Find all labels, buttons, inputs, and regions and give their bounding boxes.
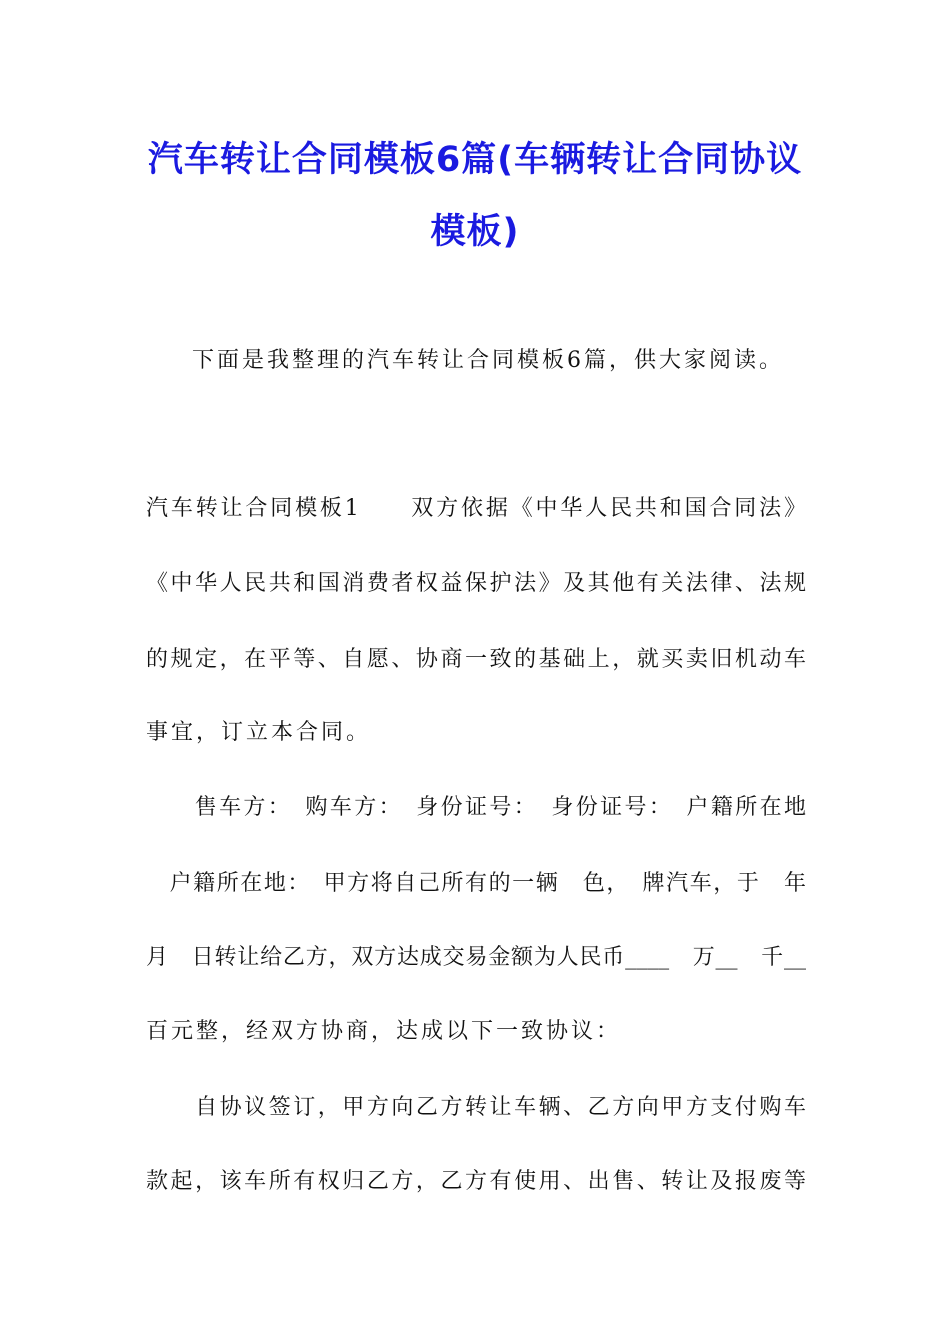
- body-line-1: 汽车转让合同模板1 双方依据《中华人民共和国合同法》: [146, 496, 806, 521]
- body-line-7: 月 日转让给乙方，双方达成交易金额为人民币____ 万__ 千__: [146, 945, 806, 970]
- body-line-9: 自协议签订，甲方向乙方转让车辆、乙方向甲方支付购车: [146, 1095, 806, 1120]
- body-line-6: 户籍所在地： 甲方将自己所有的一辆 色， 牌汽车，于 年: [146, 871, 806, 896]
- body-line-10: 款起，该车所有权归乙方，乙方有使用、出售、转让及报废等: [146, 1169, 806, 1194]
- document-title-line-1: 汽车转让合同模板6篇(车辆转让合同协议: [147, 140, 803, 180]
- body-line-5: 售车方： 购车方： 身份证号： 身份证号： 户籍所在地: [146, 795, 806, 820]
- body-line-2: 《中华人民共和国消费者权益保护法》及其他有关法律、法规: [146, 571, 806, 596]
- document-title-line-2: 模板): [430, 212, 520, 252]
- body-line-3: 的规定，在平等、自愿、协商一致的基础上，就买卖旧机动车: [146, 647, 806, 672]
- intro-paragraph: 下面是我整理的汽车转让合同模板6篇，供大家阅读。: [192, 348, 784, 373]
- body-line-4: 事宜，订立本合同。: [146, 720, 372, 745]
- body-line-8: 百元整，经双方协商，达成以下一致协议：: [146, 1019, 622, 1044]
